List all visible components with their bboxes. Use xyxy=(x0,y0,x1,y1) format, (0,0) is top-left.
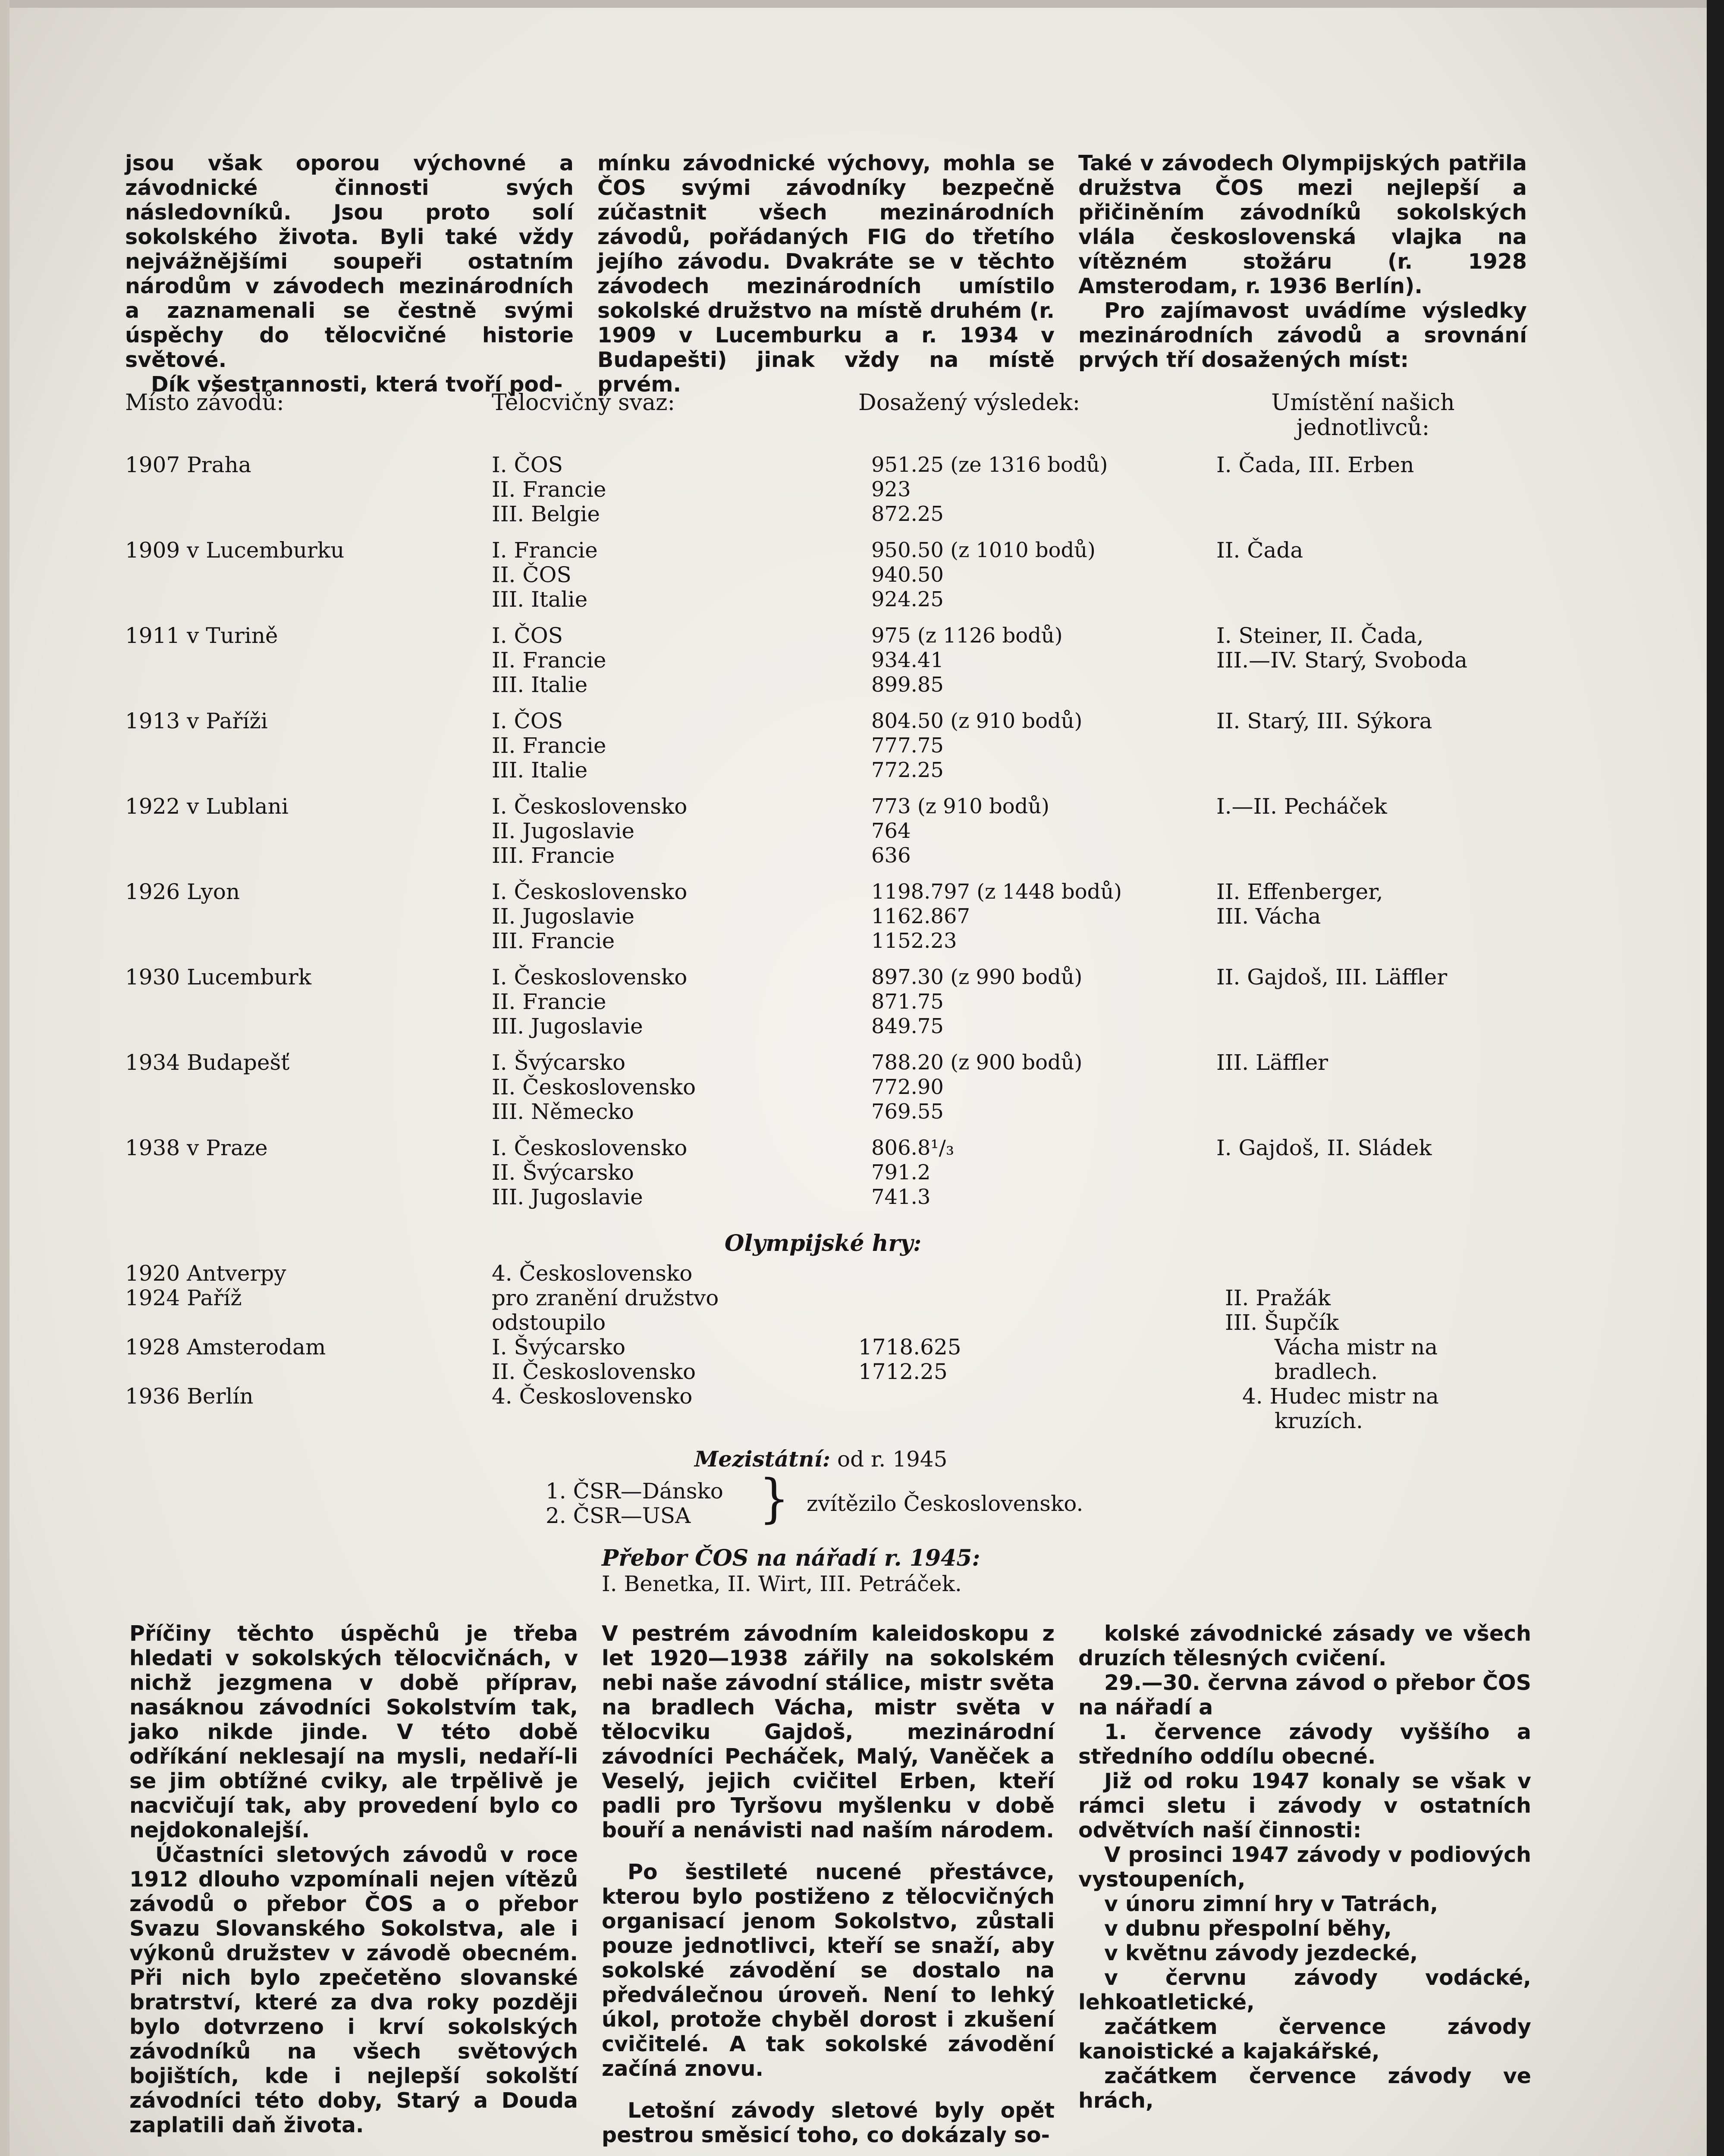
row-place: 1911 v Turině xyxy=(125,623,278,648)
row-union: III. Italie xyxy=(492,672,588,697)
closing-column-1 xyxy=(129,1621,578,2137)
closing-paragraph: v dubnu přespolní běhy, xyxy=(1104,1916,1392,1941)
row-result: 772.25 xyxy=(871,758,944,782)
header-result: Dosažený výsledek: xyxy=(858,390,1080,416)
row-result: 791.2 xyxy=(871,1160,931,1185)
closing-paragraph: v květnu závody jezdecké, xyxy=(1104,1941,1418,1965)
row-union: I. Československo xyxy=(492,879,688,904)
international-caption: Mezistátní: xyxy=(694,1446,831,1472)
olympic-union: odstoupilo xyxy=(492,1310,606,1335)
championship-result: I. Benetka, II. Wirt, III. Petráček. xyxy=(602,1571,962,1596)
row-result: 899.85 xyxy=(871,673,944,697)
closing-paragraph: Příčiny těchto úspěchů je třeba hledati v sokolských tělocvičnách, v nichž jezgmena v době příprav, nasáknou závodníci Sokolstvím tak, jako nikde jinde. V této době odříkání neklesají na mysli, nedaří-li se jim obtížné cviky, ale trpělivě je nacvičují tak, aby provedení bylo co nejdokonalejší. xyxy=(129,1621,578,1843)
row-union: II. Francie xyxy=(492,477,606,502)
olympic-union: 4. Československo xyxy=(492,1384,693,1409)
row-result: 924.25 xyxy=(871,587,944,611)
olympic-result: 1718.625 xyxy=(858,1335,961,1360)
olympic-result: 1712.25 xyxy=(858,1359,948,1384)
closing-paragraph: začátkem července závody ve hrách, xyxy=(1078,2064,1531,2113)
row-place: 1922 v Lublani xyxy=(125,794,289,819)
closing-paragraph: Již od roku 1947 konaly se však v rámci sletu i závody v ostatních odvětvích naší činnosti: xyxy=(1078,1769,1531,1843)
olympic-individual: 4. Hudec mistr na xyxy=(1242,1384,1439,1409)
row-result: 772.90 xyxy=(871,1075,944,1099)
row-union: III. Italie xyxy=(492,758,588,783)
row-union: II. Švýcarsko xyxy=(492,1160,634,1185)
row-union: III. Francie xyxy=(492,843,615,868)
olympic-place: 1924 Paříž xyxy=(125,1285,242,1310)
row-individual: II. Gajdoš, III. Läffler xyxy=(1216,965,1448,990)
international-caption-suffix: od r. 1945 xyxy=(837,1447,948,1472)
intro-col2-text: mínku závodnické výchovy, mohla se ČOS svými závodníky bezpečně zúčastnit všech mezinárodních závodů, pořádaných FIG do třetího jejího závodu. Dvakráte se v těchto závodech mezinárodních umístilo sokolské družstvo na místě druhém (r. 1909 v Lucemburku a r. 1934 v Budapešti) jinak vždy na místě prvém. xyxy=(597,151,1055,397)
row-result: 897.30 (z 990 bodů) xyxy=(871,965,1083,989)
row-union: II. Francie xyxy=(492,733,606,758)
row-union: III. Francie xyxy=(492,928,615,953)
row-union: II. Československo xyxy=(492,1075,696,1100)
closing-column-2 xyxy=(602,1621,1055,2147)
olympic-individual: III. Šupčík xyxy=(1225,1310,1339,1335)
row-result: 1152.23 xyxy=(871,929,957,953)
international-match-2: 2. ČSR—USA xyxy=(546,1503,691,1528)
olympic-union: 4. Československo xyxy=(492,1261,693,1286)
row-union: I. Československo xyxy=(492,794,688,819)
intro-column-1 xyxy=(125,151,574,397)
olympic-individual: bradlech. xyxy=(1275,1359,1378,1384)
row-union: I. Francie xyxy=(492,538,598,563)
closing-paragraph: Letošní závody sletové byly opět pestrou směsicí toho, co dokázaly so- xyxy=(602,2098,1055,2147)
row-result: 934.41 xyxy=(871,648,944,672)
olympic-individual: kruzích. xyxy=(1275,1408,1363,1433)
row-union: II. Jugoslavie xyxy=(492,818,634,843)
championship-caption: Přebor ČOS na nářadí r. 1945: xyxy=(602,1545,980,1571)
row-result: 872.25 xyxy=(871,502,944,526)
page-edge-top xyxy=(0,0,1724,8)
row-individual: II. Čada xyxy=(1216,538,1303,563)
row-result: 773 (z 910 bodů) xyxy=(871,794,1050,818)
row-union: III. Italie xyxy=(492,587,588,612)
closing-column-3 xyxy=(1078,1621,1531,2113)
row-result: 636 xyxy=(871,843,911,868)
olympic-individual: Vácha mistr na xyxy=(1275,1335,1438,1360)
olympic-union: II. Československo xyxy=(492,1359,696,1384)
row-union: III. Belgie xyxy=(492,501,600,526)
closing-paragraph: začátkem července závody kanoistické a kajakářské, xyxy=(1078,2015,1531,2064)
row-union: II. Francie xyxy=(492,648,606,673)
row-place: 1938 v Praze xyxy=(125,1135,268,1160)
closing-paragraph: 29.—30. června závod o přebor ČOS na nářadí a xyxy=(1078,1670,1531,1720)
row-place: 1913 v Paříži xyxy=(125,708,268,733)
row-result: 871.75 xyxy=(871,990,944,1014)
row-result: 804.50 (z 910 bodů) xyxy=(871,709,1083,733)
header-individuals: Umístění našich jednotlivců: xyxy=(1271,390,1455,441)
row-result: 788.20 (z 900 bodů) xyxy=(871,1050,1083,1075)
intro-col3b-text: Pro zajímavost uvádíme výsledky mezinárodních závodů a srovnání prvých tří dosažených míst: xyxy=(1078,298,1527,372)
row-result: 806.8¹/₃ xyxy=(871,1136,955,1160)
olympic-place: 1928 Amsterodam xyxy=(125,1335,326,1360)
row-result: 1198.797 (z 1448 bodů) xyxy=(871,880,1122,904)
olympic-union: pro zranění družstvo xyxy=(492,1285,719,1310)
row-place: 1926 Lyon xyxy=(125,879,240,904)
header-place: Místo závodů: xyxy=(125,390,284,416)
brace-icon: } xyxy=(759,1468,789,1529)
olympic-individual: II. Pražák xyxy=(1225,1285,1331,1310)
intro-col1b-text: Dík všestrannosti, která tvoří pod- xyxy=(151,372,563,397)
row-union: III. Jugoslavie xyxy=(492,1014,643,1039)
page-edge-left xyxy=(0,0,9,2156)
row-result: 950.50 (z 1010 bodů) xyxy=(871,538,1096,562)
row-place: 1934 Budapešť xyxy=(125,1050,290,1075)
closing-paragraph: V pestrém závodním kaleidoskopu z let 1920—1938 zářily na sokolském nebi naše závodní stálice, mistr světa na bradlech Vácha, mistr světa v tělocviku Gajdoš, mezinárodní závodníci Pecháček, Malý, Vaněček a Veselý, jejich cvičitel Erben, kteří padli pro Tyršovu myšlenku v době bouří a nenávisti nad naším národem. xyxy=(602,1621,1055,1843)
row-union: III. Německo xyxy=(492,1099,634,1124)
row-result: 1162.867 xyxy=(871,904,970,928)
row-individual: III.—IV. Starý, Svoboda xyxy=(1216,648,1468,673)
international-heading xyxy=(694,1447,947,1472)
olympic-place: 1936 Berlín xyxy=(125,1384,254,1409)
olympic-union: I. Švýcarsko xyxy=(492,1335,626,1360)
row-union: I. Československo xyxy=(492,1135,688,1160)
row-union: II. Jugoslavie xyxy=(492,904,634,929)
intro-col1-text: jsou však oporou výchovné a závodnické činnosti svých následovníků. Jsou proto solí sokolského života. Byli také vždy nejvážnějšími soupeři ostatním národům v závodech mezinárodních a zaznamenali se čestně svými úspěchy do tělocvičné historie světové. xyxy=(125,151,574,372)
international-match-1: 1. ČSR—Dánsko xyxy=(546,1479,723,1504)
row-union: I. Švýcarsko xyxy=(492,1050,626,1075)
row-individual: I. Čada, III. Erben xyxy=(1216,452,1414,477)
intro-column-2 xyxy=(597,151,1055,397)
row-result: 951.25 (ze 1316 bodů) xyxy=(871,453,1108,477)
international-outcome: zvítězilo Československo. xyxy=(807,1491,1083,1516)
row-result: 923 xyxy=(871,477,911,501)
closing-paragraph: 1. července závody vyššího a středního oddílu obecné. xyxy=(1078,1720,1531,1769)
row-union: I. ČOS xyxy=(492,452,563,477)
row-individual: II. Effenberger, xyxy=(1216,879,1383,904)
row-result: 940.50 xyxy=(871,563,944,587)
row-individual: III. Vácha xyxy=(1216,904,1321,929)
row-result: 741.3 xyxy=(871,1185,931,1209)
row-individual: I. Gajdoš, II. Sládek xyxy=(1216,1135,1432,1160)
row-result: 777.75 xyxy=(871,733,944,758)
row-union: I. ČOS xyxy=(492,623,563,648)
closing-paragraph: Po šestileté nucené přestávce, kterou bylo postiženo z tělocvičných organisací jenom Sokolstvo, zůstali pouze jednotlivci, kteří se snaží, aby sokolské závodění se dostalo na předválečnou úroveň. Není to lehký úkol, protože chyběl dorost i zkušení cvičitelé. A tak sokolské závodění začíná znovu. xyxy=(602,1860,1055,2081)
row-place: 1909 v Lucemburku xyxy=(125,538,345,563)
page-edge-right xyxy=(1707,0,1724,2156)
intro-col3-text: Také v závodech Olympijských patřila družstva ČOS mezi nejlepší a přičiněním závodníků sokolských vlála československá vlajka na vítězném stožáru (r. 1928 Amsterodam, r. 1936 Berlín). xyxy=(1078,151,1527,298)
closing-paragraph: v červnu závody vodácké, lehkoatletické, xyxy=(1078,1965,1531,2015)
row-union: III. Jugoslavie xyxy=(492,1185,643,1210)
row-union: I. ČOS xyxy=(492,708,563,733)
row-union: II. Francie xyxy=(492,989,606,1014)
row-place: 1930 Lucemburk xyxy=(125,965,311,990)
row-union: II. ČOS xyxy=(492,562,572,587)
olympic-caption: Olympijské hry: xyxy=(725,1230,922,1257)
row-individual: III. Läffler xyxy=(1216,1050,1328,1075)
closing-paragraph: V prosinci 1947 závody v podiových vystoupeních, xyxy=(1078,1843,1531,1892)
header-union: Tělocvičný svaz: xyxy=(492,390,675,416)
closing-paragraph: Účastníci sletových závodů v roce 1912 dlouho vzpomínali nejen vítězů závodů o přebor ČOS a o přebor Svazu Slovanského Sokolstva, ale i výkonů družstev v závodě obecném. Při nich bylo zpečetěno slovanské bratrství, které za dva roky později bylo dotvrzeno i krví sokolských závodníků na všech světových bojištích, kde i nejlepší sokolští závodníci této doby, Starý a Douda zaplatili daň života. xyxy=(129,1843,578,2137)
row-place: 1907 Praha xyxy=(125,452,251,477)
row-individual: II. Starý, III. Sýkora xyxy=(1216,708,1432,733)
closing-paragraph: v únoru zimní hry v Tatrách, xyxy=(1104,1892,1438,1916)
row-result: 769.55 xyxy=(871,1100,944,1124)
row-result: 764 xyxy=(871,819,911,843)
intro-column-3 xyxy=(1078,151,1527,372)
row-individual: I. Steiner, II. Čada, xyxy=(1216,623,1424,648)
olympic-place: 1920 Antverpy xyxy=(125,1261,286,1286)
row-union: I. Československo xyxy=(492,965,688,990)
row-result: 849.75 xyxy=(871,1014,944,1038)
row-result: 975 (z 1126 bodů) xyxy=(871,624,1063,648)
row-individual: I.—II. Pecháček xyxy=(1216,794,1387,819)
closing-paragraph: kolské závodnické zásady ve všech druzích tělesných cvičení. xyxy=(1078,1621,1531,1670)
